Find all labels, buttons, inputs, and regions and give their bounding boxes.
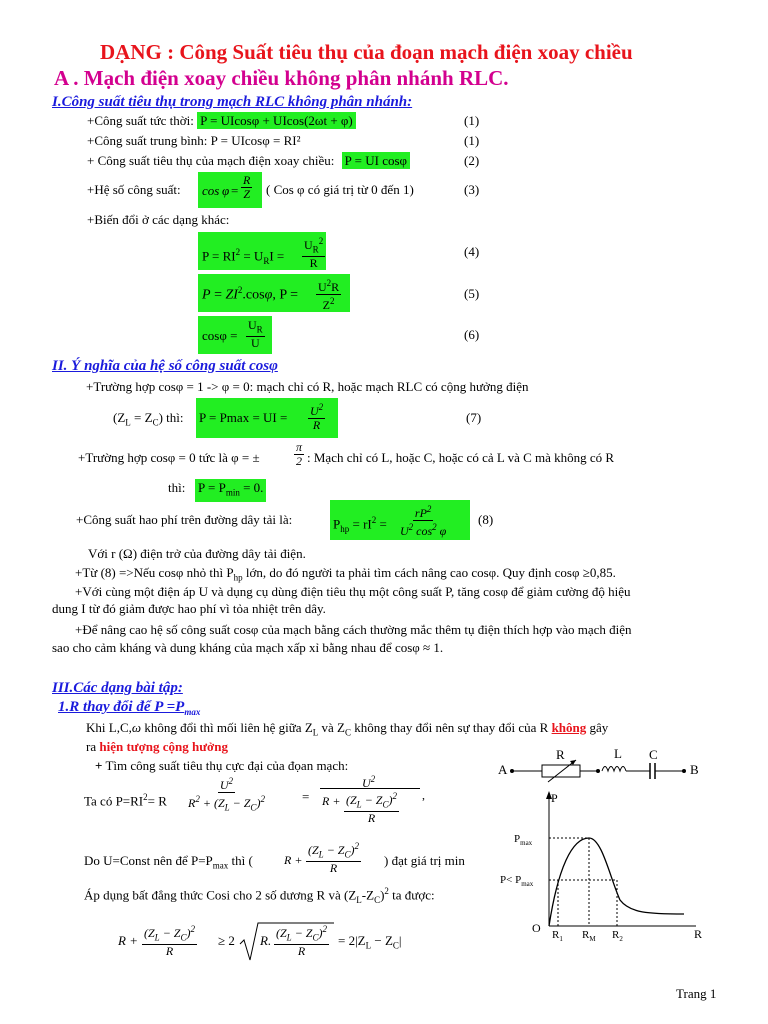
case-cos-0-text: : Mạch chỉ có L, hoặc C, hoặc có cả L và C mà không có R	[307, 450, 615, 465]
label: +Trường hợp cosφ = 0 tức là φ = ±	[78, 450, 260, 465]
text: R	[552, 929, 560, 941]
section-2-heading: II. Ý nghĩa của hệ số công suất cosφ	[52, 358, 278, 374]
text: Khi L,C,	[86, 720, 132, 735]
emphasis: không	[551, 720, 587, 735]
rm-label	[582, 929, 596, 943]
line-other-forms: +Biến đổi ở các dạng khác:	[87, 212, 230, 227]
line-loss-power: +Công suất hao phí trên đường dây tải là:	[76, 512, 293, 527]
formula-pmin: $P = P_{min} = 0$.	[195, 479, 266, 502]
power-factor-note: ( Cos φ có giá trị từ 0 đến 1)	[266, 182, 414, 197]
formula-power-factor: cos φ = $\frac{R}{Z}$	[198, 172, 262, 208]
text: Do U=Const nên để P=P	[84, 853, 213, 868]
subscript: max	[184, 707, 201, 717]
line-same-voltage-b: dung I từ đó giảm được hao phí vì tỏa nhiệt trên dây.	[52, 601, 326, 616]
text: gây	[586, 720, 609, 735]
line-instant-power	[87, 113, 356, 129]
text: lớn, do đó người ta phải tìm cách nâng cao cosφ. Quy định cosφ ≥0,85.	[242, 565, 616, 580]
page-number: Trang 1	[676, 986, 717, 1001]
formula-4: $P = RI^2 = U_RI$ = $\frac{U_R^2}{R}$	[198, 232, 326, 270]
case-cos-1-condition: $(Z_L = Z_C)$ thì:	[113, 410, 184, 428]
text: +Từ (8) =>Nếu cosφ nhỏ thì P	[75, 565, 234, 580]
line-power-factor-label: +Hệ số công suất:	[87, 182, 181, 197]
formula-5: $P = ZI^2.\cos\varphi$, P = $\frac{U^2R}{Z^2}$	[198, 274, 350, 312]
subscript: max	[520, 839, 533, 847]
eq-number: (2)	[464, 153, 480, 168]
fraction-nested: $U^2$ R + $\frac{(Z_L - Z_C)^2}{R}$ ,	[322, 774, 425, 826]
text: Áp dụng bất đẳng thức Cosi cho 2 số dương R và (Z	[84, 887, 357, 903]
line-average-power	[87, 133, 300, 149]
resistor-label: R	[556, 747, 565, 762]
subscript: max	[521, 880, 534, 888]
line-find-max: + Tìm công suất tiêu thụ cực đại của đọan mạch:	[95, 758, 349, 773]
text: thì (	[228, 853, 253, 868]
case-cos-0	[78, 450, 260, 466]
formula-6: cosφ = $\frac{U_R}{U}$	[198, 316, 272, 354]
eq-number: (1)	[464, 133, 480, 148]
formula-average-power: P = UIcosφ = RI²	[210, 133, 301, 148]
eq-number: (6)	[464, 327, 480, 342]
text: P	[514, 833, 521, 845]
subscript: 1	[559, 935, 563, 943]
text: P< P	[500, 874, 522, 886]
line-when-lc: Khi L,C,ω không đổi thì mối liên hệ giữa $Z_L$ và $Z_C$ không thay đổi nên sự thay đổi của R không gây	[86, 720, 609, 738]
line-we-have: Ta có $P=RI^2= R$	[84, 792, 167, 809]
text: Ta có P=RI	[84, 793, 144, 809]
y-axis-label: P	[551, 791, 558, 805]
text: không thay đổi nên sự thay đổi của R	[351, 720, 552, 735]
text: Tìm công suất tiêu thụ cực đại của đọan mạch:	[105, 758, 349, 773]
text: không đổi thì mối liên hệ giữa Z	[141, 720, 313, 735]
power-vs-resistance-graph	[496, 788, 716, 944]
text: 1.R thay đổi để P =P	[58, 699, 185, 715]
origin-label: O	[532, 921, 541, 935]
text: -Z	[361, 887, 375, 903]
r-plus: R +	[284, 853, 303, 867]
line-u-const: Do U=Const nên để $P=P_{max}$ thì (	[84, 853, 253, 871]
eq-number: (5)	[464, 286, 480, 301]
rlc-circuit-diagram	[490, 746, 710, 786]
pless-label	[500, 874, 534, 888]
junction	[596, 769, 600, 773]
line-cauchy: Áp dụng bất đẳng thức Cosi cho 2 số dương R và $(Z_L-Z_C)^2$ ta được:	[84, 886, 435, 905]
line-consumed-power	[87, 153, 410, 169]
text: )	[380, 887, 385, 903]
node-a-label: A	[498, 762, 508, 777]
fraction-zl-zc: $\frac{(Z_L - Z_C)^2}{R}$	[308, 841, 359, 876]
pmax-label	[514, 833, 533, 847]
text: và Z	[318, 720, 345, 735]
case-cos-1: +Trường hợp cosφ = 1 -> φ = 0: mạch chỉ có R, hoặc mạch RLC có cộng hưởng điện	[86, 379, 529, 394]
eq-number: (3)	[464, 182, 480, 197]
fraction-u2-denominator: $\frac{U^2}{R^2 + (Z_L - Z_C)^2}$	[188, 776, 265, 813]
eq-number: (4)	[464, 244, 480, 259]
case-cos-0-then: thì:	[168, 480, 186, 495]
subscript: 2	[619, 935, 623, 943]
eq-number: (7)	[466, 410, 482, 425]
formula-consumed-power: P = UI cosφ	[342, 152, 410, 169]
label: +Công suất tức thời:	[87, 113, 194, 128]
label: +Công suất trung bình:	[87, 133, 208, 148]
line-resistance-note: Với r (Ω) điện trở của đường dây tải điện.	[88, 546, 306, 561]
line-min-text: ) đạt giá trị min	[384, 853, 465, 868]
text: R	[612, 929, 620, 941]
inductor	[602, 767, 626, 772]
section-1-heading: I.Công suất tiêu thụ trong mạch RLC không phân nhánh:	[52, 94, 413, 110]
node-b-label: B	[690, 762, 699, 777]
line-raise-factor-a: +Để nâng cao hệ số công suất cosφ của mạch bằng cách thường mắc thêm tụ điện thích hợp vào mạch điện	[75, 622, 632, 637]
x-axis-label: R	[694, 927, 703, 941]
eq-number: (8)	[478, 512, 494, 527]
section-3-heading: III.Các dạng bài tập:	[52, 680, 183, 696]
label: thì:	[166, 410, 184, 425]
text: = R	[147, 793, 167, 809]
fraction-pi-2: $\frac{\pi}{2}$	[296, 440, 303, 468]
text: ta được:	[388, 887, 435, 903]
line-from-8: +Từ (8) =>Nếu cosφ nhỏ thì $P_{hp}$ lớn, do đó người ta phải tìm cách nâng cao cosφ. Quy định cosφ ≥0,85.	[75, 565, 616, 583]
formula-7: P = Pmax = UI = $\frac{U^2}{R}$	[196, 398, 338, 438]
eq-number: (1)	[464, 113, 480, 128]
formula-8: $P_{hp} = rI^2$ = $\frac{rP^2}{U^2 \cos^2 \varphi}$	[330, 500, 470, 540]
document-subtitle: A . Mạch điện xoay chiều không phân nhánh RLC.	[54, 66, 509, 90]
document-title: DẠNG : Công Suất tiêu thụ của đoạn mạch điện xoay chiều	[100, 40, 633, 64]
formula-instant-power: P = UIcosφ + UIcos(2ωt + φ)	[197, 112, 356, 129]
inductor-label: L	[614, 746, 622, 761]
formula-cauchy: R + $\frac{(Z_L - Z_C)^2}{R}$ ≥ 2 R. $\frac{(Z_L - Z_C)^2}{R}$ = $2|Z_L - Z_C|$	[118, 920, 428, 964]
text: ra	[86, 739, 100, 754]
r2-label	[612, 929, 623, 943]
line-raise-factor-b: sao cho cảm kháng và dung kháng của mạch xấp xỉ bằng nhau để cosφ ≈ 1.	[52, 640, 444, 655]
r1-label	[552, 929, 563, 943]
subscript: M	[589, 935, 596, 943]
emphasis: hiện tượng cộng hưởng	[99, 739, 228, 754]
text: R	[582, 929, 590, 941]
line-no-resonance	[86, 739, 228, 755]
capacitor-label: C	[649, 747, 658, 762]
line-same-voltage-a: +Với cùng một điện áp U và dụng cụ dùng điện tiêu thụ một công suất P, tăng cosφ để giảm cường độ hiệu	[75, 584, 631, 599]
node-b	[682, 769, 686, 773]
label: + Công suất tiêu thụ của mạch điện xoay chiều:	[87, 153, 335, 168]
resistor	[542, 765, 580, 777]
subsection-r-varies	[58, 699, 200, 717]
equals-sign: =	[302, 789, 310, 804]
